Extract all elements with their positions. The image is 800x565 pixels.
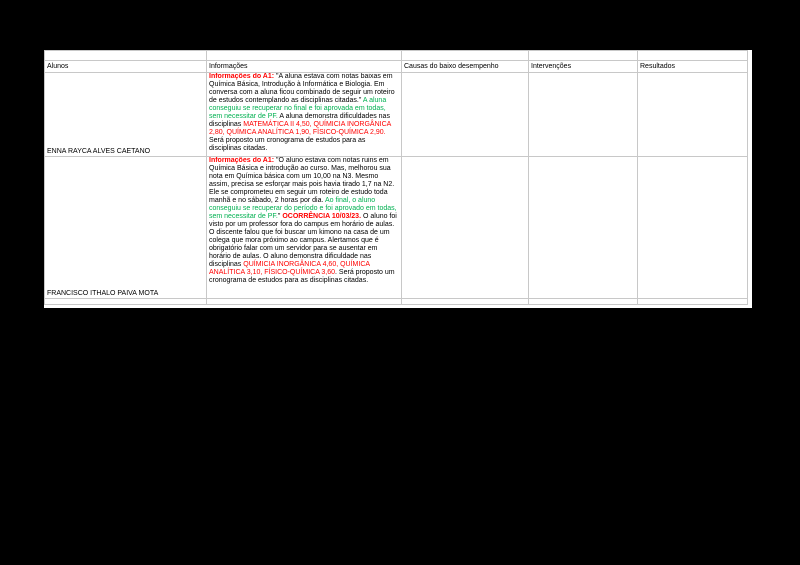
causas-cell <box>402 73 529 157</box>
empty-cell <box>45 299 207 305</box>
empty-cell <box>529 51 638 61</box>
info-text-segment: A aluna conseguiu se recuperar no final e foi aprovada em todas, sem necessitar de PF. <box>209 97 387 120</box>
header-row <box>45 61 748 73</box>
info-text-segment: "O aluno estava com notas ruins em Química Básica e introdução ao curso. Mas, melhorou sua nota em Química básica com um 10,00 na N3. Mesmo assim, precisa se esforçar mais pois havia tirado 1,7 na N2. Ele se comprometeu em seguir um roteiro de estudo toda manhã e no sábado, 2 horas por dia. <box>209 157 395 204</box>
info-text-segment: A aluna demonstra dificuldades nas disciplinas <box>209 113 390 128</box>
info-text-segment: "A aluna estava com notas baixas em Química Básica, Introdução à Informática e Biologia. Em conversa com a aluna ficou combinado de seguir um roteiro de estudos contemplando as disciplinas citadas." <box>209 73 395 104</box>
empty-cell <box>45 51 207 61</box>
table-row <box>45 73 748 157</box>
info-text-segment: Informações do A1: <box>209 157 275 164</box>
info-text-segment: QUÍMICIA INORGÂNICA 4,60, QUÍMICA ANALÍTICA 3,10, FÍSICO-QUÍMICA 3,60 <box>209 261 370 276</box>
intervencoes-cell <box>529 73 638 157</box>
info-text-segment: OCORRÊNCIA 10/03/23. <box>282 213 362 220</box>
student-name-cell: ENNA RAYCA ALVES CAETANO <box>45 73 207 157</box>
info-text-segment: " <box>277 213 283 220</box>
intervencoes-cell <box>529 157 638 299</box>
table-row <box>45 157 748 299</box>
info-text-segment: Será proposto um cronograma de estudos para as disciplinas citadas. <box>209 137 366 152</box>
column-header-causas: Causas do baixo desempenho <box>402 61 529 73</box>
column-header-intervencoes: Intervenções <box>529 61 638 73</box>
empty-cell <box>207 299 402 305</box>
empty-cell <box>638 299 748 305</box>
column-header-resultados: Resultados <box>638 61 748 73</box>
info-text-segment: O aluno foi visto por um professor fora do campus em horário de aulas. O discente falou que foi buscar um kimono na casa de um colega que mora próximo ao campus. Alertamos que é obrigatório falar com um servidor para se ausentar em horário de aulas. O aluno demonstra dificuldade nas disciplinas <box>209 213 397 268</box>
resultados-cell <box>638 157 748 299</box>
empty-cell <box>402 299 529 305</box>
column-header-informacoes: Informações <box>207 61 402 73</box>
info-text-segment: Informações do A1: <box>209 73 275 80</box>
empty-cell <box>402 51 529 61</box>
causas-cell <box>402 157 529 299</box>
clipped-row <box>45 299 748 305</box>
empty-cell <box>529 299 638 305</box>
info-text-segment: MATEMÁTICA II 4,50, QUÍMICIA INORGÂNICA 2,80, QUÍMICA ANALÍTICA 1,90, FÍSICO-QUÍMICA 2,90. <box>209 121 391 136</box>
student-name-cell: FRANCISCO ITHALO PAIVA MOTA <box>45 157 207 299</box>
empty-cell <box>638 51 748 61</box>
info-text-segment: Ao final, o aluno conseguiu se recuperar do período e foi aprovado em todas, sem necessitar de PF. <box>209 197 397 220</box>
info-cell <box>207 73 402 157</box>
info-text-segment: . Será proposto um cronograma de estudos para as disciplinas citadas. <box>209 269 395 284</box>
info-cell <box>207 157 402 299</box>
resultados-cell <box>638 73 748 157</box>
spacer-row <box>45 51 748 61</box>
student-report-table <box>44 50 748 305</box>
column-header-alunos: Alunos <box>45 61 207 73</box>
empty-cell <box>207 51 402 61</box>
document-page <box>44 50 752 308</box>
